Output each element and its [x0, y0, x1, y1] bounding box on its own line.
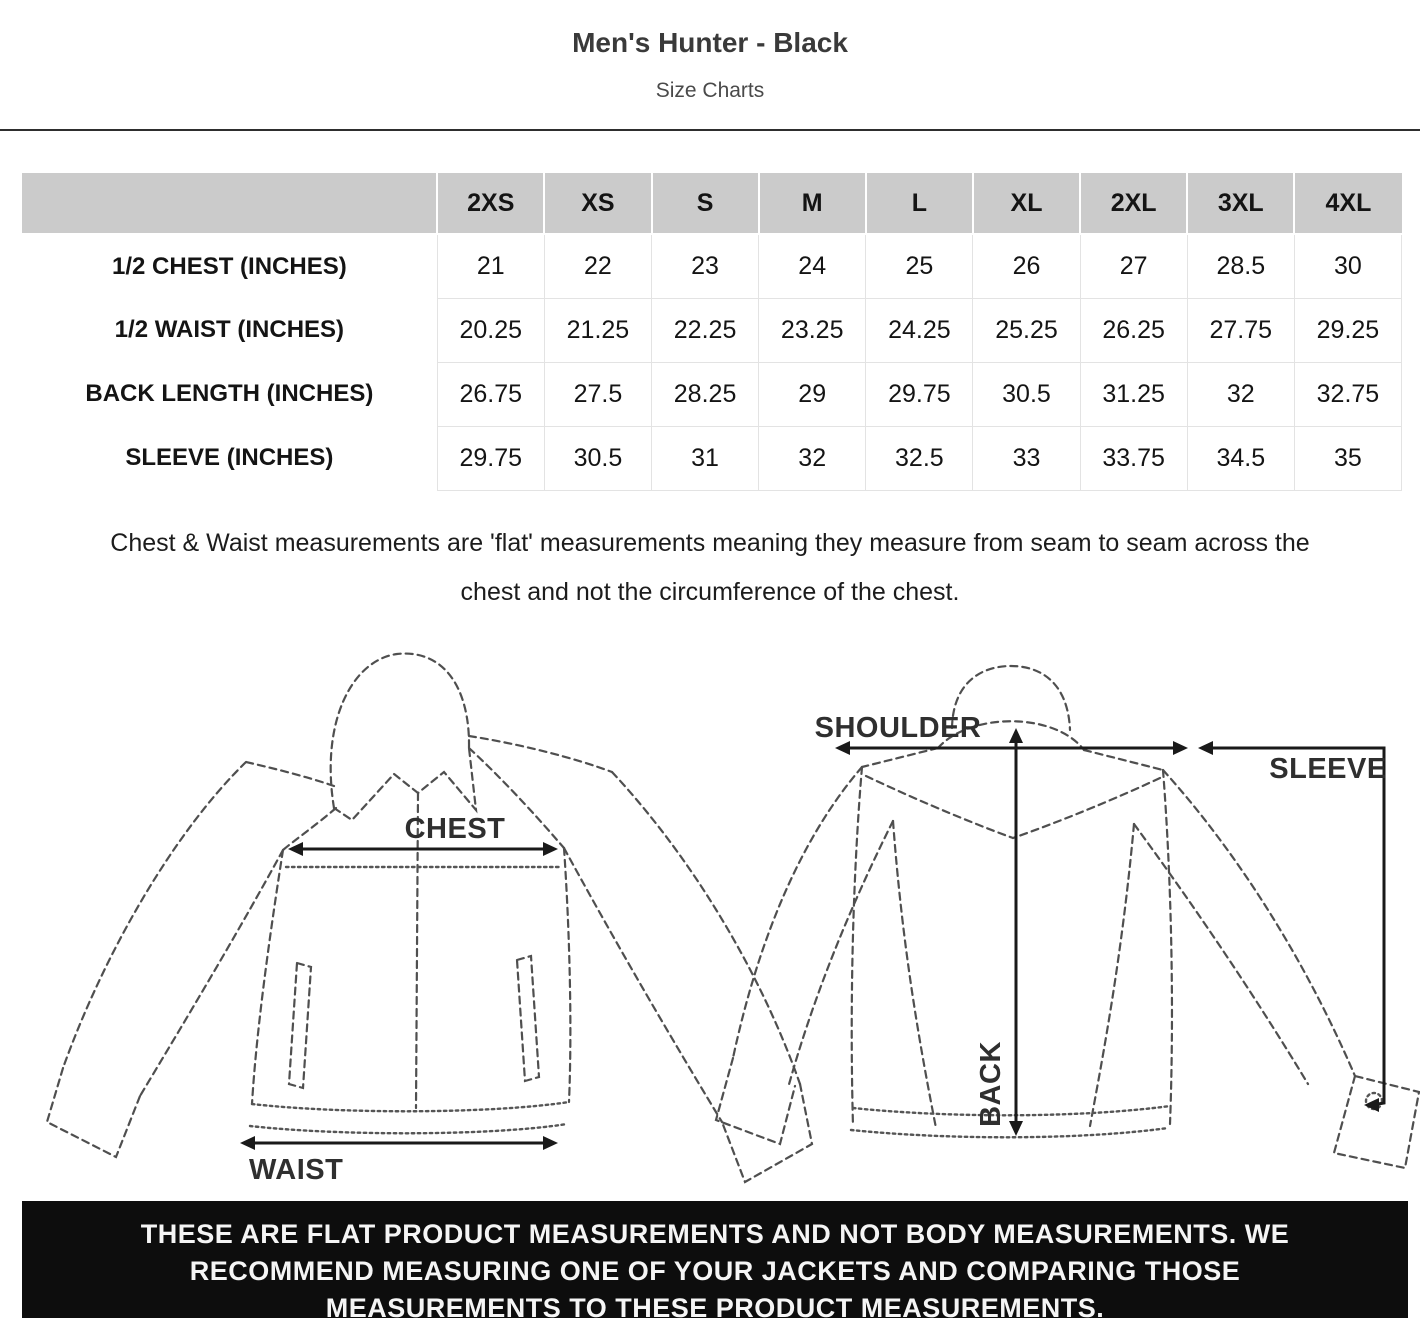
disclaimer-line: THESE ARE FLAT PRODUCT MEASUREMENTS AND NOT BODY MEASUREMENTS. WE [140, 1218, 1290, 1249]
size-column-header: L [866, 172, 973, 234]
measurement-value-cell: 25.25 [973, 298, 1080, 362]
page-title: Men's Hunter - Black [572, 27, 848, 58]
measurement-value-cell: 31 [652, 426, 759, 490]
measurement-value-cell: 29.25 [1294, 298, 1401, 362]
measurement-value-cell: 30 [1294, 234, 1401, 298]
jacket-measurement-diagram [0, 636, 1420, 1201]
measurement-value-cell: 31.25 [1080, 362, 1187, 426]
measurement-value-cell: 34.5 [1187, 426, 1294, 490]
size-chart-table [22, 171, 1402, 491]
flat-measurement-note [0, 519, 1420, 617]
measurement-value-cell: 32.5 [866, 426, 973, 490]
measurement-value-cell: 32 [1187, 362, 1294, 426]
note-line: chest and not the circumference of the chest. [460, 577, 960, 606]
measurement-value-cell: 27.5 [544, 362, 651, 426]
header-divider [0, 129, 1420, 131]
measurement-value-cell: 20.25 [437, 298, 544, 362]
measurement-value-cell: 32.75 [1294, 362, 1401, 426]
size-column-header: 3XL [1187, 172, 1294, 234]
measurement-value-cell: 29.75 [866, 362, 973, 426]
measurement-value-cell: 29.75 [437, 426, 544, 490]
shoulder-label: SHOULDER [814, 711, 982, 744]
measurement-value-cell: 25 [866, 234, 973, 298]
disclaimer-banner [22, 1201, 1408, 1318]
page-header [0, 0, 1420, 106]
waist-label: WAIST [249, 1153, 344, 1186]
table-row-back-length [22, 362, 1402, 426]
measurement-value-cell: 23 [652, 234, 759, 298]
table-row-half-waist [22, 298, 1402, 362]
measurement-value-cell: 24 [759, 234, 866, 298]
size-table-header-row [22, 172, 1402, 234]
size-column-header: 4XL [1294, 172, 1401, 234]
measurement-value-cell: 26.75 [437, 362, 544, 426]
measurement-value-cell: 33 [973, 426, 1080, 490]
back-arrow [1009, 728, 1023, 1136]
measurement-value-cell: 26.25 [1080, 298, 1187, 362]
size-column-header: 2XL [1080, 172, 1187, 234]
chest-label: CHEST [404, 812, 506, 845]
measurement-value-cell: 28.5 [1187, 234, 1294, 298]
corner-header-cell [22, 172, 437, 234]
size-column-header: 2XS [437, 172, 544, 234]
measurement-row-label: BACK LENGTH (INCHES) [22, 362, 437, 426]
size-column-header: S [652, 172, 759, 234]
measurement-value-cell: 29 [759, 362, 866, 426]
table-row-sleeve [22, 426, 1402, 490]
waist-arrow [240, 1136, 558, 1150]
page-subtitle: Size Charts [655, 79, 765, 102]
measurement-value-cell: 22.25 [652, 298, 759, 362]
disclaimer-line: RECOMMEND MEASURING ONE OF YOUR JACKETS AND COMPARING THOSE [189, 1255, 1241, 1286]
measurement-value-cell: 30.5 [544, 426, 651, 490]
note-line: Chest & Waist measurements are 'flat' measurements meaning they measure from seam to seam across the [110, 528, 1310, 557]
sleeve-label: SLEEVE [1269, 752, 1387, 785]
measurement-value-cell: 21 [437, 234, 544, 298]
measurement-value-cell: 24.25 [866, 298, 973, 362]
measurement-row-label: 1/2 WAIST (INCHES) [22, 298, 437, 362]
measurement-row-label: SLEEVE (INCHES) [22, 426, 437, 490]
measurement-value-cell: 27 [1080, 234, 1187, 298]
measurement-value-cell: 33.75 [1080, 426, 1187, 490]
measurement-value-cell: 35 [1294, 426, 1401, 490]
back-label: BACK [975, 1040, 1007, 1127]
measurement-value-cell: 32 [759, 426, 866, 490]
disclaimer-line: MEASUREMENTS TO THESE PRODUCT MEASUREMENTS. [325, 1292, 1105, 1318]
measurement-value-cell: 21.25 [544, 298, 651, 362]
size-column-header: XL [973, 172, 1080, 234]
front-jacket-drawing [47, 653, 812, 1181]
measurement-value-cell: 26 [973, 234, 1080, 298]
size-column-header: XS [544, 172, 651, 234]
measurement-value-cell: 22 [544, 234, 651, 298]
measurement-value-cell: 30.5 [973, 362, 1080, 426]
measurement-value-cell: 27.75 [1187, 298, 1294, 362]
measurement-value-cell: 28.25 [652, 362, 759, 426]
table-row-half-chest [22, 234, 1402, 298]
size-column-header: M [759, 172, 866, 234]
measurement-row-label: 1/2 CHEST (INCHES) [22, 234, 437, 298]
measurement-value-cell: 23.25 [759, 298, 866, 362]
